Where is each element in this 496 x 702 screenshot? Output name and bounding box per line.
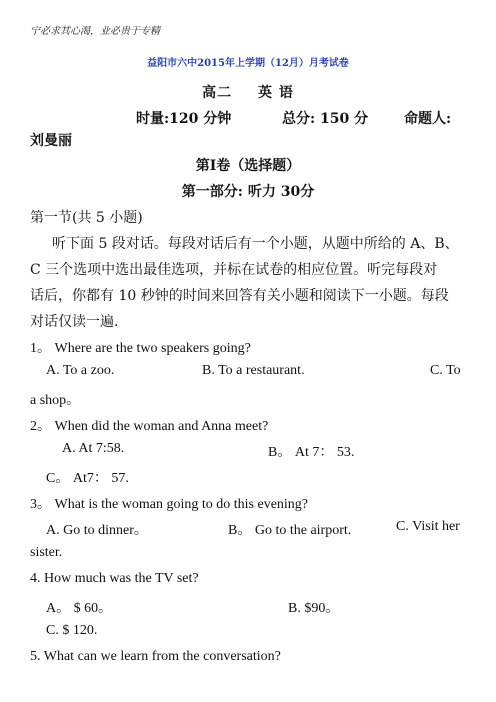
header-motto: 宁必求其心渴，业必贵于专精 (30, 26, 160, 37)
question-3-option-a: A. Go to dinner。 (46, 523, 148, 538)
exam-time: 时量:120 分钟 (136, 111, 232, 127)
subject-label: 英 语 (258, 85, 294, 101)
question-4-option-a: A。 $ 60。 (46, 601, 113, 616)
question-2-option-c: C。 At7： 57. (46, 471, 129, 486)
exam-author-label: 命题人: (404, 111, 452, 127)
instruction-line: C 三个选项中选出最佳选项，并标在试卷的相应位置。听完每段对 (30, 262, 438, 278)
question-4: 4. How much was the TV set? (30, 571, 199, 586)
question-3: 3。 What is the woman going to do this evening? (30, 497, 309, 512)
exam-total-score: 总分: 150 分 (282, 111, 369, 127)
question-3-option-c-continued: sister. (30, 545, 63, 560)
school-exam-title: 益阳市六中2015年上学期（12月）月考试卷 (147, 58, 349, 69)
instruction-line: 听下面 5 段对话。每段对话后有一个小题，从题中所给的 A、B、 (52, 236, 459, 252)
question-4-option-c: C. $ 120. (46, 623, 98, 638)
instruction-line: 对话仅读一遍. (30, 314, 119, 330)
grade-label: 高二 (202, 85, 233, 101)
question-1-option-c: C. To (430, 363, 461, 378)
instruction-line: 话后，你都有 10 秒钟的时间来回答有关小题和阅读下一小题。每段 (30, 288, 449, 304)
exam-author-name: 刘曼丽 (30, 133, 72, 149)
part-one-title: 第一部分: 听力 30分 (181, 184, 315, 200)
question-2-option-b: B。 At 7： 53. (268, 445, 355, 460)
question-5: 5. What can we learn from the conversation? (30, 649, 281, 664)
question-1-option-b: B. To a restaurant. (202, 363, 305, 378)
question-3-option-b: B。 Go to the airport. (228, 523, 352, 538)
question-4-option-b: B. $90。 (288, 601, 340, 616)
grade-subject-line (0, 82, 496, 102)
question-2: 2。 When did the woman and Anna meet? (30, 419, 269, 434)
section-one-title: 第一节(共 5 小题) (30, 210, 143, 226)
question-3-option-c: C. Visit her (396, 519, 460, 534)
question-2-option-a: A. At 7:58. (62, 441, 125, 456)
volume-title: 第I卷（选择题） (195, 158, 301, 174)
question-1-option-c-continued: a shop。 (30, 393, 81, 408)
question-1-option-a: A. To a zoo. (46, 363, 115, 378)
question-1: 1。 Where are the two speakers going? (30, 341, 251, 356)
